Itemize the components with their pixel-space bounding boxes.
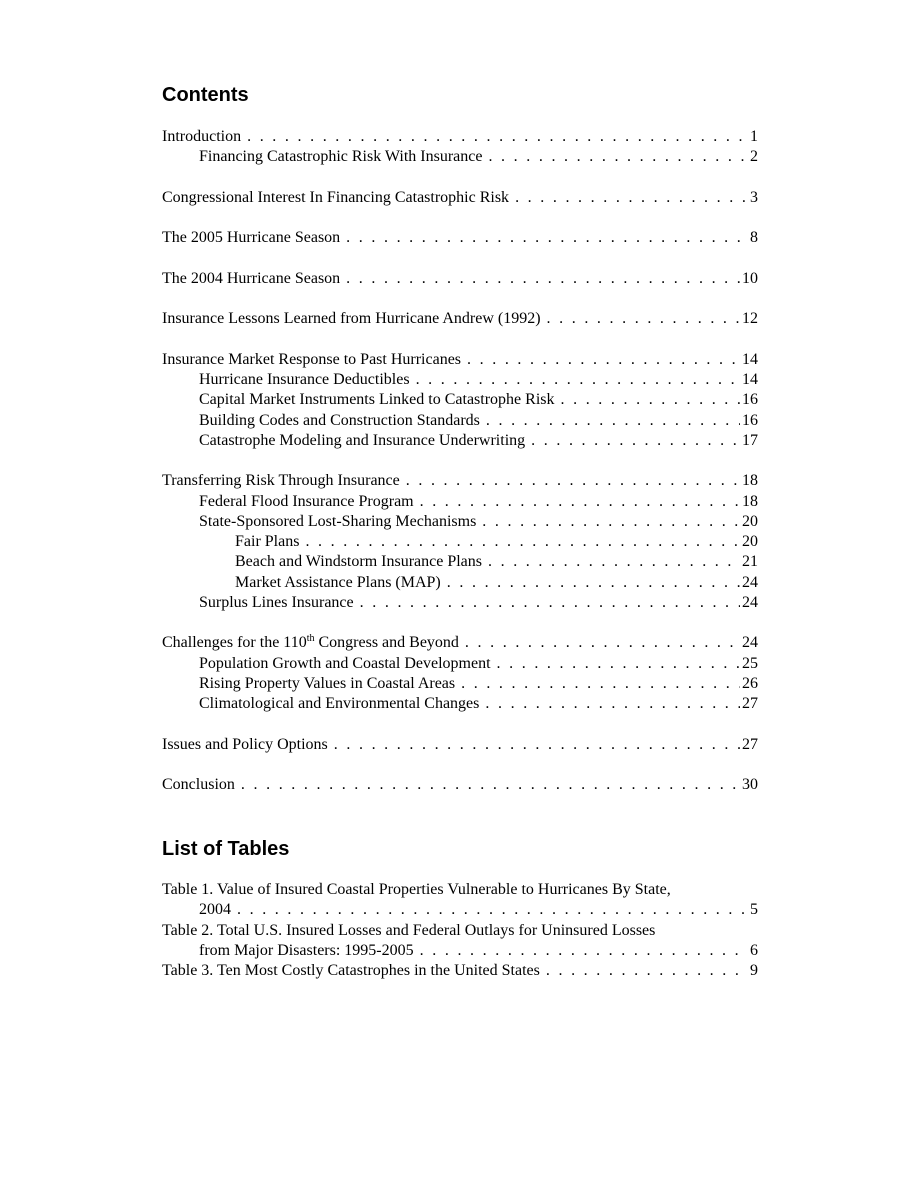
toc-entry-label	[162, 633, 459, 653]
toc-entry-page: 20	[742, 512, 758, 530]
toc-entry-label: Population Growth and Coastal Development	[199, 654, 491, 672]
toc-entry-page: 27	[742, 695, 758, 712]
toc-entry-page: 17	[742, 431, 758, 449]
label-part: Challenges for the 110	[162, 634, 307, 652]
toc-entry-label: Surplus Lines Insurance	[199, 593, 354, 611]
toc-entry[interactable]	[162, 309, 758, 329]
dot-leader	[485, 694, 740, 714]
toc-entry-label: Beach and Windstorm Insurance Plans	[235, 553, 482, 571]
dot-leader	[420, 941, 748, 961]
toc-entry[interactable]	[162, 775, 758, 795]
dot-leader	[465, 633, 740, 653]
dot-leader	[486, 411, 740, 431]
dot-leader	[531, 431, 740, 451]
table-entry[interactable]	[162, 961, 758, 981]
dot-leader	[360, 593, 740, 613]
toc-entry[interactable]	[162, 188, 758, 208]
toc-entry-label: State-Sponsored Lost-Sharing Mechanisms	[199, 512, 477, 530]
dot-leader	[482, 512, 740, 532]
toc-entry-label: Federal Flood Insurance Program	[199, 492, 414, 510]
toc-entry-label: Climatological and Environmental Changes	[199, 695, 480, 712]
dot-leader	[237, 900, 748, 920]
toc-entry[interactable]	[162, 735, 758, 755]
toc-entry-page: 12	[742, 310, 758, 328]
toc-entry-page: 27	[742, 735, 758, 753]
toc-entry-label: Transferring Risk Through Insurance	[162, 472, 400, 490]
table-entry-continuation	[162, 941, 758, 961]
dot-leader	[515, 188, 748, 208]
toc-entry[interactable]	[162, 269, 758, 289]
toc-entry[interactable]	[162, 552, 758, 572]
dot-leader	[467, 350, 740, 370]
toc-entry-label: Capital Market Instruments Linked to Catastrophe Risk	[199, 391, 555, 409]
contents-heading: Contents	[162, 84, 249, 106]
dot-leader	[406, 471, 740, 491]
toc-entry-page: 16	[742, 391, 758, 409]
toc-entry-label: Rising Property Values in Coastal Areas	[199, 674, 456, 692]
toc-entry[interactable]	[162, 471, 758, 491]
table-entry-label: Table 1. Value of Insured Coastal Properties Vulnerable to Hurricanes By State,	[162, 881, 671, 898]
table-entry-page: 9	[750, 962, 758, 979]
dot-leader	[420, 492, 740, 512]
toc-entry-page: 26	[742, 674, 758, 692]
toc-entry[interactable]	[162, 127, 758, 147]
dot-leader	[546, 961, 748, 981]
toc-entry-page: 20	[742, 533, 758, 550]
toc-entry-page: 25	[742, 654, 758, 672]
ordinal-suffix: th	[306, 633, 315, 645]
toc-entry-label: Financing Catastrophic Risk With Insurance	[199, 148, 483, 166]
toc-entry-label: Market Assistance Plans (MAP)	[235, 573, 441, 591]
toc-entry-page: 24	[742, 634, 758, 652]
toc-entry-page: 16	[742, 411, 758, 429]
toc-entry-label: Insurance Lessons Learned from Hurricane Andrew (1992)	[162, 310, 541, 328]
toc-entry-label: Issues and Policy Options	[162, 735, 328, 753]
toc-entry[interactable]	[162, 694, 758, 714]
table-entry-continuation	[162, 900, 758, 920]
dot-leader	[561, 390, 741, 410]
toc-entry-page: 1	[750, 128, 758, 145]
dot-leader	[461, 674, 740, 694]
table-entry-page: 6	[750, 941, 758, 959]
toc-entry-label: Catastrophe Modeling and Insurance Underwriting	[199, 431, 526, 449]
toc-entry[interactable]	[162, 593, 758, 613]
table-entry-label: Table 2. Total U.S. Insured Losses and Federal Outlays for Uninsured Losses	[162, 921, 656, 939]
toc-entry-page: 18	[742, 492, 758, 510]
toc-entry[interactable]	[162, 411, 758, 431]
toc-entry[interactable]	[162, 228, 758, 248]
toc-entry[interactable]	[162, 633, 758, 653]
toc-entry-page: 21	[742, 553, 758, 571]
label-part: Congress and Beyond	[314, 634, 459, 652]
toc-entry[interactable]	[162, 431, 758, 451]
table-entry-label: Table 3. Ten Most Costly Catastrophes in the United States	[162, 962, 540, 979]
dot-leader	[247, 127, 748, 147]
list-of-tables-heading: List of Tables	[162, 838, 290, 860]
table-entry-page: 5	[750, 901, 758, 919]
toc-entry[interactable]	[162, 674, 758, 694]
list-of-tables	[162, 880, 758, 981]
toc-entry[interactable]	[162, 512, 758, 532]
dot-leader	[346, 269, 740, 289]
toc-entry-page: 10	[742, 269, 758, 287]
dot-leader	[334, 735, 740, 755]
toc-entry[interactable]	[162, 390, 758, 410]
toc-entry-page: 8	[750, 229, 758, 247]
toc-entry-label: Building Codes and Construction Standards	[199, 411, 480, 429]
dot-leader	[488, 147, 748, 167]
toc-entry-page: 18	[742, 472, 758, 490]
dot-leader	[416, 370, 740, 390]
toc-entry-label: Congressional Interest In Financing Catastrophic Risk	[162, 188, 510, 206]
dot-leader	[241, 775, 740, 795]
toc-entry[interactable]	[162, 370, 758, 390]
table-entry[interactable]	[162, 921, 758, 962]
table-entry[interactable]	[162, 880, 758, 921]
dot-leader	[447, 573, 740, 593]
toc-entry[interactable]	[162, 492, 758, 512]
toc-entry-label: Insurance Market Response to Past Hurricanes	[162, 350, 462, 368]
dot-leader	[497, 654, 740, 674]
dot-leader	[305, 532, 740, 552]
contents-list	[162, 127, 758, 795]
toc-entry[interactable]	[162, 350, 758, 370]
toc-entry-page: 14	[742, 371, 758, 388]
dot-leader	[547, 309, 740, 329]
toc-entry-label: Fair Plans	[235, 533, 300, 550]
dot-leader	[346, 228, 748, 248]
dot-leader	[488, 552, 740, 572]
toc-entry-page: 30	[742, 776, 758, 793]
toc-entry-label: Introduction	[162, 128, 242, 145]
table-entry-label-cont: from Major Disasters: 1995-2005	[199, 941, 414, 959]
toc-entry[interactable]	[162, 573, 758, 593]
toc-entry-page: 24	[742, 573, 758, 591]
toc-entry-page: 24	[742, 593, 758, 611]
toc-entry-label: The 2005 Hurricane Season	[162, 229, 341, 247]
toc-entry-label: Hurricane Insurance Deductibles	[199, 371, 410, 388]
table-entry-label-cont: 2004	[199, 901, 231, 919]
toc-entry-label: Conclusion	[162, 776, 235, 793]
toc-entry[interactable]	[162, 654, 758, 674]
toc-entry[interactable]	[162, 532, 758, 552]
toc-entry-page: 14	[742, 350, 758, 368]
toc-entry[interactable]	[162, 147, 758, 167]
toc-entry-page: 2	[750, 148, 758, 166]
toc-entry-page: 3	[750, 188, 758, 206]
toc-entry-label: The 2004 Hurricane Season	[162, 269, 341, 287]
